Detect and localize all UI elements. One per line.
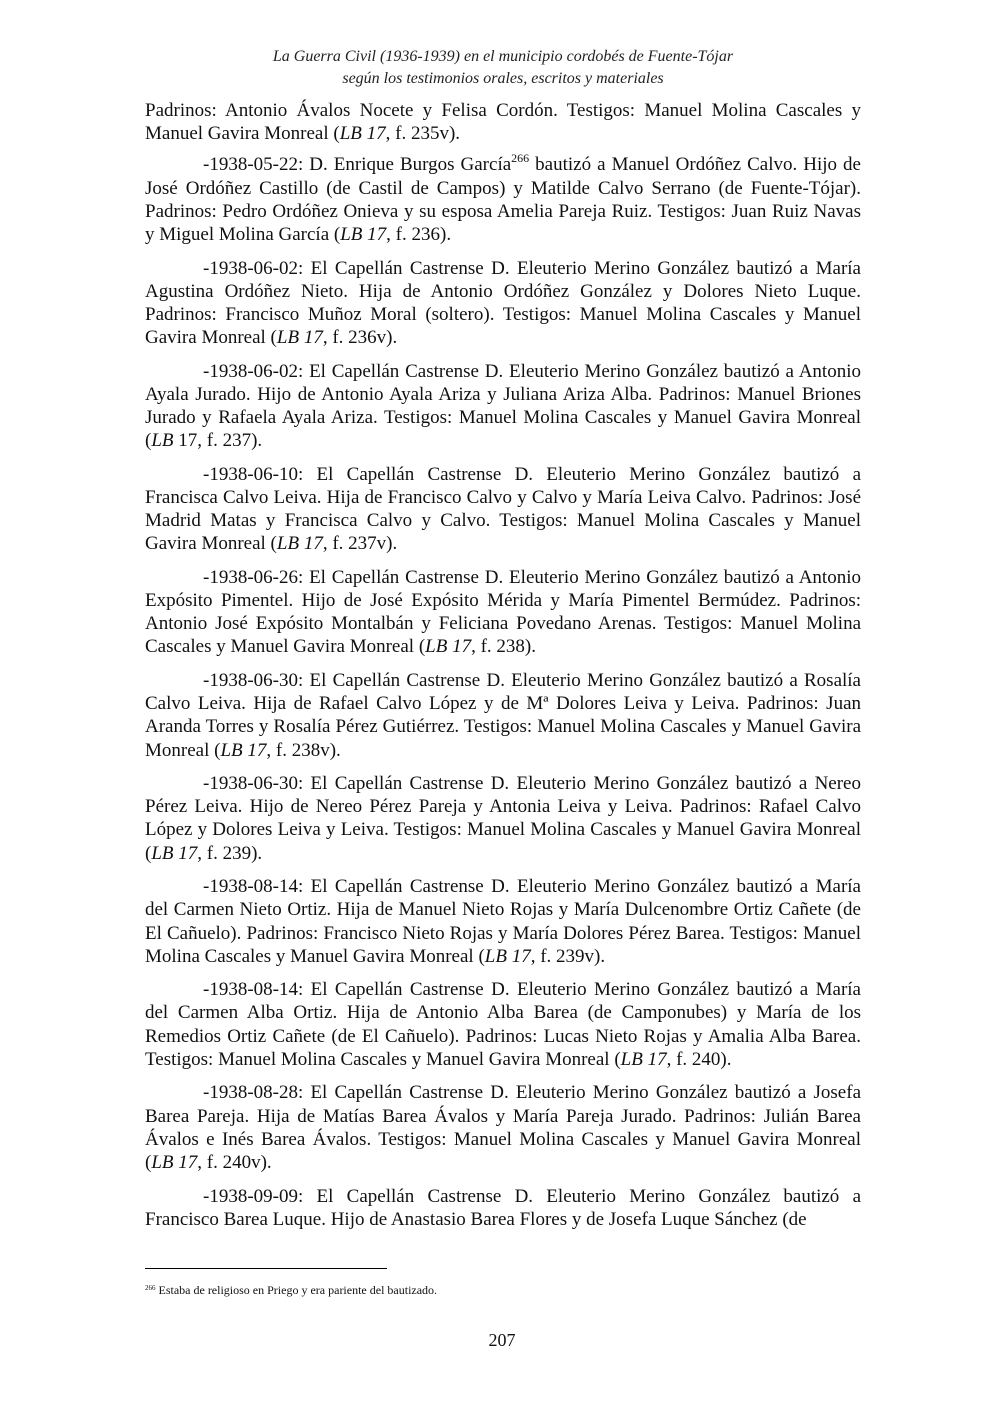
paragraph bbox=[145, 1081, 861, 1174]
paragraph bbox=[145, 669, 861, 762]
paragraph-text: bautizó a Manuel Ordóñez Calvo. Hijo de José Ordóñez Castillo (de Castil de Campos) y Matilde Calvo Serrano (de Fuente-Tójar). Padrinos: Pedro Ordóñez Onieva y su esposa Amelia Pareja Ruiz. Testigos: Juan Ruiz Navas y Miguel Molina García ( bbox=[145, 154, 861, 246]
footnote bbox=[145, 1281, 437, 1297]
book-reference: LB 17 bbox=[220, 739, 267, 761]
paragraph-text: , f. 240). bbox=[666, 1048, 732, 1070]
footnote-text: Estaba de religioso en Priego y era pariente del bautizado. bbox=[155, 1283, 438, 1297]
footnote-reference: 266 bbox=[511, 151, 530, 166]
book-reference: LB 17 bbox=[339, 123, 386, 145]
footnote-number: 266 bbox=[145, 1284, 156, 1292]
paragraph-text: -1938-06-26: El Capellán Castrense D. Eleuterio Merino González bautizó a Antonio Expósito Pimentel. Hijo de José Expósito Mérida y María Pimentel Bermúdez. Padrinos: Antonio José Expósito Montalbán y Feliciana Povedano Arenas. Testigos: Manuel Molina Cascales y Manuel Gavira Monreal ( bbox=[145, 566, 861, 658]
running-header bbox=[145, 46, 861, 90]
paragraph-text: -1938-08-28: El Capellán Castrense D. Eleuterio Merino González bautizó a Josefa Barea Pareja. Hija de Matías Barea Ávalos y María Pareja Jurado. Padrinos: Julián Barea Ávalos e Inés Barea Ávalos. Testigos: Manuel Molina Cascales y Manuel Gavira Monreal ( bbox=[145, 1082, 861, 1173]
paragraph-text: 17, f. 237). bbox=[173, 430, 263, 452]
paragraph-text: -1938-06-02: El Capellán Castrense D. Eleuterio Merino González bautizó a Antonio Ayala Jurado. Hijo de Antonio Ayala Ariza y Juliana Ariza Alba. Padrinos: Manuel Briones Jurado y Rafaela Ayala Ariza. Testigos: Manuel Molina Cascales y Manuel Gavira Monreal ( bbox=[145, 360, 861, 452]
paragraph-text: , f. 238v). bbox=[266, 739, 341, 761]
paragraph-text: , f. 236). bbox=[386, 224, 452, 246]
paragraph-text: -1938-09-09: El Capellán Castrense D. Eleuterio Merino González bautizó a Francisco Barea Luque. Hijo de Anastasio Barea Flores y de Josefa Luque Sánchez (de bbox=[145, 1185, 861, 1230]
book-reference: LB 17 bbox=[484, 945, 531, 967]
paragraph-text: , f. 240v). bbox=[197, 1152, 272, 1173]
header-line-2: según los testimonios orales, escritos y materiales bbox=[342, 70, 664, 87]
page bbox=[145, 46, 861, 1241]
paragraph-text: , f. 239). bbox=[197, 842, 263, 864]
paragraph bbox=[145, 1185, 861, 1231]
paragraph-text: -1938-06-30: El Capellán Castrense D. Eleuterio Merino González bautizó a Rosalía Calvo Leiva. Hija de Rafael Calvo López y de Mª Dolores Leiva y Leiva. Padrinos: Juan Aranda Torres y Rosalía Pérez Gutiérrez. Testigos: Manuel Molina Cascales y Manuel Gavira Monreal ( bbox=[145, 669, 861, 761]
paragraph-text: Padrinos: Antonio Ávalos Nocete y Felisa Cordón. Testigos: Manuel Molina Cascales y Manuel Gavira Monreal ( bbox=[145, 100, 861, 145]
paragraph-text: , f. 236v). bbox=[322, 327, 398, 349]
book-reference: LB 17 bbox=[425, 636, 472, 658]
paragraph-text: -1938-08-14: El Capellán Castrense D. Eleuterio Merino González bautizó a María del Carmen Alba Ortiz. Hija de Antonio Alba Barea (de Camponubes) y María de los Remedios Ortiz Cañete (de El Cañuelo). Padrinos: Lucas Nieto Rojas y Amalia Alba Barea. Testigos: Manuel Molina Cascales y Manuel Gavira Monreal ( bbox=[145, 979, 861, 1070]
paragraph-text: , f. 238). bbox=[471, 636, 536, 658]
book-reference: LB 17 bbox=[151, 1152, 198, 1173]
paragraph-text: , f. 239v). bbox=[530, 945, 606, 967]
paragraph bbox=[145, 99, 861, 145]
paragraph bbox=[145, 360, 861, 453]
page-number: 207 bbox=[488, 1330, 516, 1350]
header-line-1: La Guerra Civil (1936-1939) en el municipio cordobés de Fuente-Tójar bbox=[272, 48, 734, 65]
paragraph bbox=[145, 153, 861, 246]
book-reference: LB 17 bbox=[151, 842, 198, 864]
paragraph-text: , f. 235v). bbox=[385, 123, 461, 145]
paragraph-text: -1938-05-22: D. Enrique Burgos García bbox=[203, 154, 512, 176]
paragraph bbox=[145, 772, 861, 865]
paragraph-text: -1938-06-30: El Capellán Castrense D. Eleuterio Merino González bautizó a Nereo Pérez Leiva. Hijo de Nereo Pérez Pareja y Antonia Leiva y Leiva. Padrinos: Rafael Calvo López y Dolores Leiva y Leiva. Testigos: Manuel Molina Cascales y Manuel Gavira Monreal ( bbox=[145, 773, 861, 864]
body-text bbox=[145, 99, 861, 1231]
footnote-rule bbox=[145, 1268, 387, 1269]
paragraph-text: -1938-06-10: El Capellán Castrense D. Eleuterio Merino González bautizó a Francisca Calvo Leiva. Hija de Francisco Calvo y Calvo y María Leiva Calvo. Padrinos: José Madrid Matas y Francisca Calvo y Calvo. Testigos: Manuel Molina Cascales y Manuel Gavira Monreal ( bbox=[145, 463, 861, 555]
paragraph-text: -1938-08-14: El Capellán Castrense D. Eleuterio Merino González bautizó a María del Carmen Nieto Ortiz. Hija de Manuel Nieto Rojas y María Dulcenombre Ortiz Cañete (de El Cañuelo). Padrinos: Francisco Nieto Rojas y María Dolores Pérez Barea. Testigos: Manuel Molina Cascales y Manuel Gavira Monreal ( bbox=[145, 876, 861, 967]
paragraph bbox=[145, 566, 861, 659]
book-reference: LB 17 bbox=[276, 327, 323, 349]
paragraph-text: -1938-06-02: El Capellán Castrense D. Eleuterio Merino González bautizó a María Agustina Ordóñez Nieto. Hija de Antonio Ordóñez González y Dolores Nieto Luque. Padrinos: Francisco Muñoz Moral (soltero). Testigos: Manuel Molina Cascales y Manuel Gavira Monreal ( bbox=[145, 257, 861, 349]
paragraph-text: , f. 237v). bbox=[322, 533, 398, 555]
paragraph bbox=[145, 257, 861, 350]
paragraph bbox=[145, 978, 861, 1071]
book-reference: LB bbox=[151, 430, 174, 452]
book-reference: LB 17 bbox=[620, 1048, 667, 1070]
paragraph bbox=[145, 463, 861, 556]
book-reference: LB 17 bbox=[340, 224, 387, 246]
book-reference: LB 17 bbox=[276, 533, 323, 555]
paragraph bbox=[145, 875, 861, 968]
